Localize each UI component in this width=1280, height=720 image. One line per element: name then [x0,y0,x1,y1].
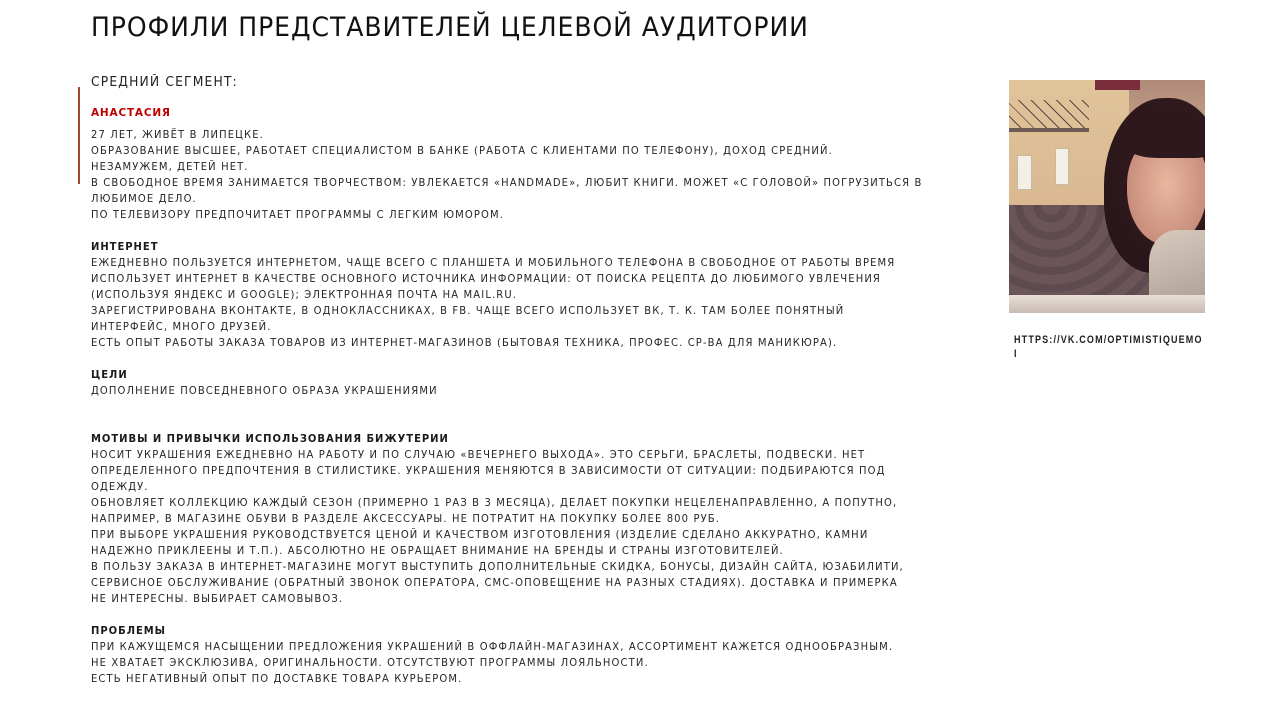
spacer [91,352,991,368]
problems-line: НЕ ХВАТАЕТ ЭКСКЛЮЗИВА, ОРИГИНАЛЬНОСТИ. ОТСУТСТВУЮТ ПРОГРАММЫ ЛОЯЛЬНОСТИ. [91,658,649,669]
photo-balcony [1009,100,1089,132]
motives-line: В ПОЛЬЗУ ЗАКАЗА В ИНТЕРНЕТ-МАГАЗИНЕ МОГУТ ВЫСТУПИТЬ ДОПОЛНИТЕЛЬНЫЕ СКИДКА, БОНУСЫ, ДИЗАЙН САЙТА, ЮЗАБИЛИТИ, [91,562,904,573]
internet-section [91,240,991,352]
segment-label: СРЕДНИЙ СЕГМЕНТ: [91,75,238,90]
internet-line: ЕСТЬ ОПЫТ РАБОТЫ ЗАКАЗА ТОВАРОВ ИЗ ИНТЕРНЕТ-МАГАЗИНОВ (БЫТОВАЯ ТЕХНИКА, ПРОФЕС. СР-ВА ДЛЯ МАНИКЮРА). [91,338,838,349]
motives-line: НАПРИМЕР, В МАГАЗИНЕ ОБУВИ В РАЗДЕЛЕ АКСЕССУАРЫ. НЕ ПОТРАТИТ НА ПОКУПКУ БОЛЕЕ 800 РУБ. [91,514,721,525]
profile-content [91,105,991,688]
profile-photo [1009,80,1205,313]
motives-line: НОСИТ УКРАШЕНИЯ ЕЖЕДНЕВНО НА РАБОТУ И ПО СЛУЧАЮ «ВЕЧЕРНЕГО ВЫХОДА». ЭТО СЕРЬГИ, БРАСЛЕТЫ, ПОДВЕСКИ. НЕТ [91,450,866,461]
problems-section [91,624,991,688]
spacer [91,608,991,624]
spacer [91,224,991,240]
section-heading-problems: ПРОБЛЕМЫ [91,626,167,637]
about-line: ОБРАЗОВАНИЕ ВЫСШЕЕ, РАБОТАЕТ СПЕЦИАЛИСТОМ В БАНКЕ (РАБОТА С КЛИЕНТАМИ ПО ТЕЛЕФОНУ), ДОХОД СРЕДНИЙ. [91,146,833,157]
person-name: АНАСТАСИЯ [91,107,171,119]
about-section [91,128,991,224]
motives-line: ОБНОВЛЯЕТ КОЛЛЕКЦИЮ КАЖДЫЙ СЕЗОН (ПРИМЕРНО 1 РАЗ В 3 МЕСЯЦА), ДЕЛАЕТ ПОКУПКИ НЕЦЕЛЕНАПРАВЛЕННО, А ПОПУТНО, [91,498,898,509]
problems-line: ЕСТЬ НЕГАТИВНЫЙ ОПЫТ ПО ДОСТАВКЕ ТОВАРА КУРЬЕРОМ. [91,674,463,685]
goals-line: ДОПОЛНЕНИЕ ПОВСЕДНЕВНОГО ОБРАЗА УКРАШЕНИЯМИ [91,386,438,397]
section-heading-internet: ИНТЕРНЕТ [91,242,159,253]
motives-line: ОПРЕДЕЛЕННОГО ПРЕДПОЧТЕНИЯ В СТИЛИСТИКЕ. УКРАШЕНИЯ МЕНЯЮТСЯ В ЗАВИСИМОСТИ ОТ СИТУАЦИИ: ПОДБИРАЮТСЯ ПОД [91,466,886,477]
motives-line: НЕ ИНТЕРЕСНЫ. ВЫБИРАЕТ САМОВЫВОЗ. [91,594,344,605]
photo-awning [1095,80,1140,90]
section-heading-goals: ЦЕЛИ [91,370,128,381]
motives-line: СЕРВИСНОЕ ОБСЛУЖИВАНИЕ (ОБРАТНЫЙ ЗВОНОК ОПЕРАТОРА, СМС-ОПОВЕЩЕНИЕ НА РАЗНЫХ СТАДИЯХ). ДОСТАВКА И ПРИМЕРКА [91,578,898,589]
about-line: ЛЮБИМОЕ ДЕЛО. [91,194,197,205]
vk-profile-link[interactable]: HTTPS://VK.COM/OPTIMISTIQUEMOI [1014,334,1203,360]
motives-line: НАДЕЖНО ПРИКЛЕЕНЫ И Т.П.). АБСОЛЮТНО НЕ ОБРАЩАЕТ ВНИМАНИЕ НА БРЕНДЫ И СТРАНЫ ИЗГОТОВИТЕЛЕЙ. [91,546,784,557]
section-heading-motives: МОТИВЫ И ПРИВЫЧКИ ИСПОЛЬЗОВАНИЯ БИЖУТЕРИИ [91,434,449,445]
problems-line: ПРИ КАЖУЩЕМСЯ НАСЫЩЕНИИ ПРЕДЛОЖЕНИЯ УКРАШЕНИЙ В ОФФЛАЙН-МАГАЗИНАХ, АССОРТИМЕНТ КАЖЕТСЯ ОДНООБРАЗНЫМ. [91,642,894,653]
motives-section [91,432,991,608]
photo-bangs [1119,108,1205,158]
photo-window [1055,148,1069,185]
internet-line: ИНТЕРФЕЙС, МНОГО ДРУЗЕЙ. [91,322,272,333]
photo-window [1017,155,1032,190]
internet-line: ЕЖЕДНЕВНО ПОЛЬЗУЕТСЯ ИНТЕРНЕТОМ, ЧАЩЕ ВСЕГО С ПЛАНШЕТА И МОБИЛЬНОГО ТЕЛЕФОНА В СВОБОДНОЕ ОТ РАБОТЫ ВРЕМЯ [91,258,896,269]
about-line: НЕЗАМУЖЕМ, ДЕТЕЙ НЕТ. [91,162,249,173]
about-line: В СВОБОДНОЕ ВРЕМЯ ЗАНИМАЕТСЯ ТВОРЧЕСТВОМ: УВЛЕКАЕТСЯ «HANDMADE», ЛЮБИТ КНИГИ. МОЖЕТ «С ГОЛОВОЙ» ПОГРУЗИТЬСЯ В [91,178,923,189]
accent-bar [78,87,80,184]
goals-section [91,368,991,400]
internet-line: ИСПОЛЬЗУЕТ ИНТЕРНЕТ В КАЧЕСТВЕ ОСНОВНОГО ИСТОЧНИКА ИНФОРМАЦИИ: ОТ ПОИСКА РЕЦЕПТА ДО ЛЮБИМОГО УВЛЕЧЕНИЯ [91,274,881,285]
internet-line: (ИСПОЛЬЗУЯ ЯНДЕКС И GOOGLE); ЭЛЕКТРОННАЯ ПОЧТА НА MAIL.RU. [91,290,518,301]
about-line: 27 ЛЕТ, ЖИВЁТ В ЛИПЕЦКЕ. [91,130,264,141]
motives-line: ОДЕЖДУ. [91,482,149,493]
internet-line: ЗАРЕГИСТРИРОВАНА ВКОНТАКТЕ, В ОДНОКЛАССНИКАХ, В FB. ЧАЩЕ ВСЕГО ИСПОЛЬЗУЕТ ВК, Т. К. ТАМ БОЛЕЕ ПОНЯТНЫЙ [91,306,845,317]
motives-line: ПРИ ВЫБОРЕ УКРАШЕНИЯ РУКОВОДСТВУЕТСЯ ЦЕНОЙ И КАЧЕСТВОМ ИЗГОТОВЛЕНИЯ (ИЗДЕЛИЕ СДЕЛАНО АККУРАТНО, КАМНИ [91,530,869,541]
slide-title: ПРОФИЛИ ПРЕДСТАВИТЕЛЕЙ ЦЕЛЕВОЙ АУДИТОРИИ [91,12,809,43]
photo-window-sill [1009,295,1205,313]
spacer [91,400,991,432]
about-line: ПО ТЕЛЕВИЗОРУ ПРЕДПОЧИТАЕТ ПРОГРАММЫ С ЛЕГКИМ ЮМОРОМ. [91,210,505,221]
